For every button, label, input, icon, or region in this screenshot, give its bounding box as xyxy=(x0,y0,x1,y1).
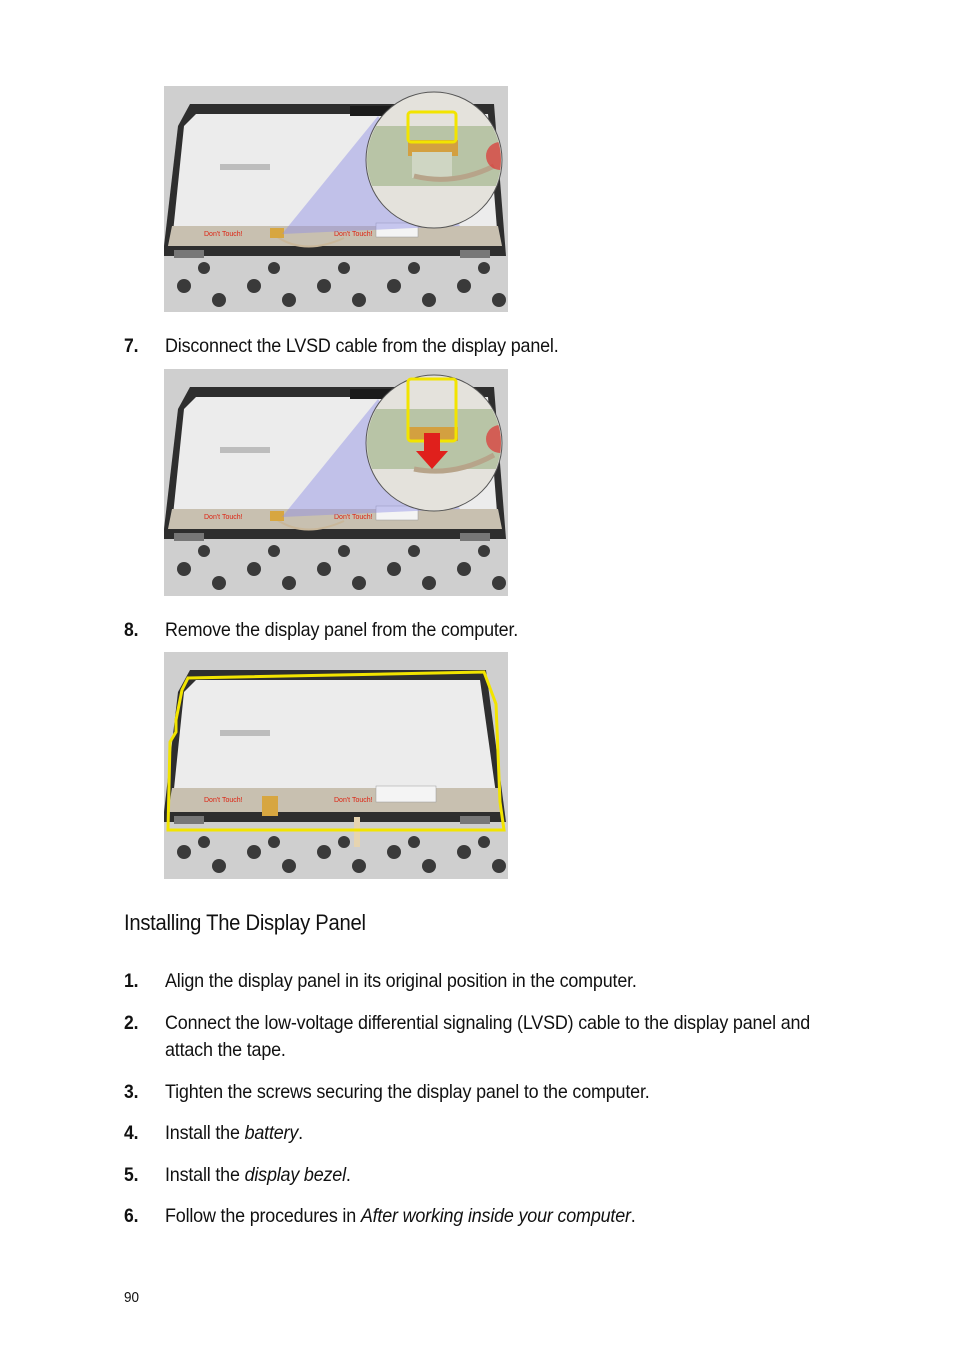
step-number: 8. xyxy=(124,619,139,641)
display-bezel-link[interactable]: display bezel xyxy=(244,1164,346,1186)
figure-lvds-connector xyxy=(164,86,508,312)
section-heading: Installing The Display Panel xyxy=(124,910,366,935)
step-number: 7. xyxy=(124,335,139,357)
figure-remove-panel xyxy=(164,652,508,879)
warning-label-right: Don't Touch! xyxy=(334,514,373,521)
after-working-link[interactable]: After working inside your computer xyxy=(360,1205,631,1227)
page-number: 90 xyxy=(124,1289,140,1306)
step-number: 1. xyxy=(124,970,139,992)
step-text: Connect the low-voltage differential signaling (LVSD) cable to the display panel and attach the tape. xyxy=(165,1012,811,1061)
warning-label-right: Don't Touch! xyxy=(334,797,373,804)
warning-label-left: Don't Touch! xyxy=(204,514,243,521)
step-text xyxy=(165,1120,791,1147)
figure-disconnect-cable xyxy=(164,369,508,596)
warning-label-left: Don't Touch! xyxy=(204,231,243,238)
figure-lvds-connector-drawing xyxy=(164,86,508,312)
battery-link[interactable]: battery xyxy=(244,1122,299,1144)
step-text: Align the display panel in its original position in the computer. xyxy=(165,970,637,992)
step-prefix: Install the xyxy=(165,1122,245,1144)
step-number: 5. xyxy=(124,1164,139,1186)
step-text xyxy=(165,1203,791,1230)
step-number: 3. xyxy=(124,1081,139,1103)
step-prefix: Install the xyxy=(165,1164,245,1186)
step-number: 6. xyxy=(124,1205,139,1227)
warning-label-right: Don't Touch! xyxy=(334,231,373,238)
figure-remove-panel-drawing xyxy=(164,652,508,879)
step-text xyxy=(165,1162,791,1189)
warning-label-left: Don't Touch! xyxy=(204,797,243,804)
step-suffix: . xyxy=(298,1122,303,1144)
step-suffix: . xyxy=(345,1164,351,1186)
step-suffix: . xyxy=(630,1205,636,1227)
step-prefix: Follow the procedures in xyxy=(165,1205,361,1227)
step-number: 4. xyxy=(124,1122,139,1144)
step-number: 2. xyxy=(124,1012,139,1034)
step-text: Disconnect the LVSD cable from the display panel. xyxy=(165,335,559,357)
step-text: Remove the display panel from the computer. xyxy=(165,619,519,641)
figure-disconnect-cable-drawing xyxy=(164,369,508,596)
step-text: Tighten the screws securing the display panel to the computer. xyxy=(165,1081,650,1103)
